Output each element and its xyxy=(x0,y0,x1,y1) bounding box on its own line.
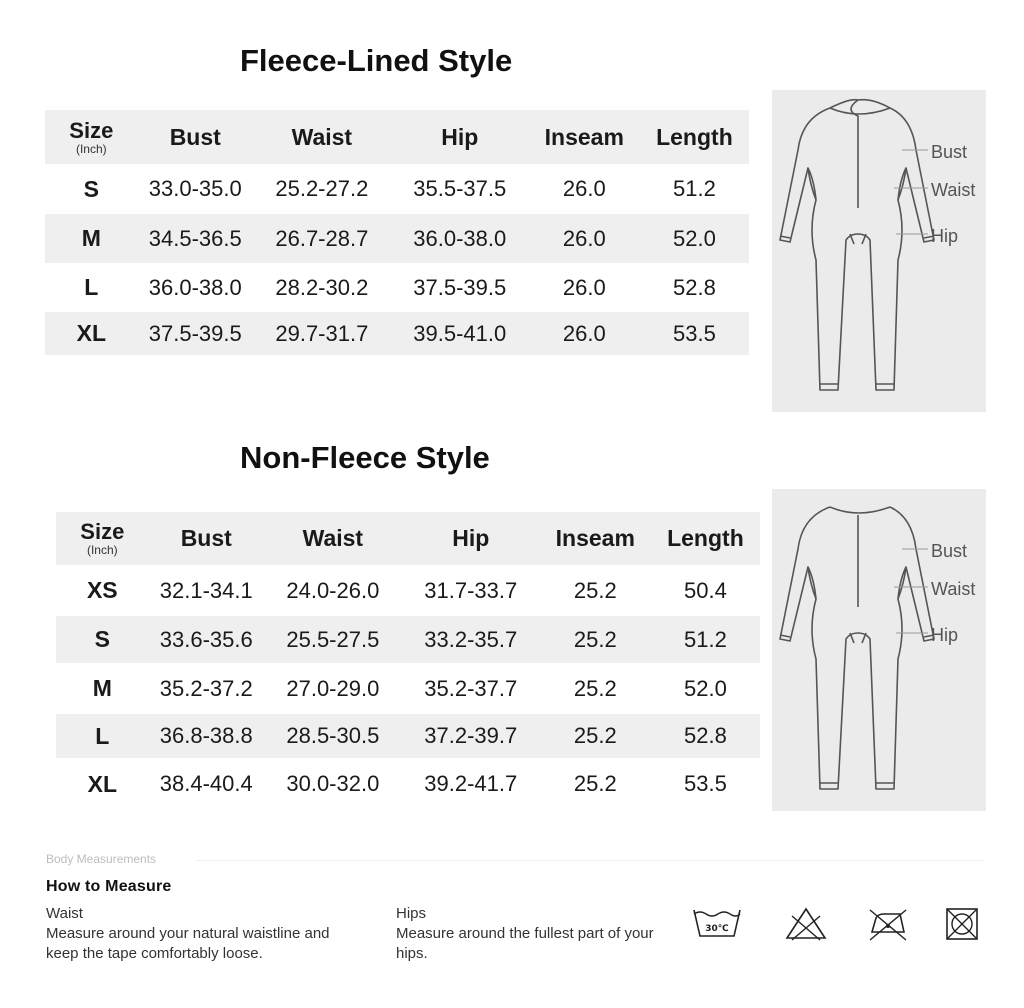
length-cell: 52.0 xyxy=(684,675,727,701)
jumpsuit-figure-icon xyxy=(772,90,986,412)
size-cell: M xyxy=(81,225,101,251)
length-cell: 53.5 xyxy=(673,320,716,346)
bust-cell: 38.4-40.4 xyxy=(159,771,253,796)
length-cell: 51.2 xyxy=(684,626,727,652)
no-tumble-dry-icon xyxy=(944,906,980,942)
size-cell: XL xyxy=(76,320,106,346)
size-cell: S xyxy=(83,175,99,202)
fleece-figure-panel xyxy=(772,90,986,412)
bust-cell: 35.2-37.2 xyxy=(159,675,253,701)
nonfleece-section-title: Non-Fleece Style xyxy=(240,440,490,475)
bust-cell: 33.6-35.6 xyxy=(159,626,253,652)
how-to-measure-title: How to Measure xyxy=(46,878,172,895)
length-column-header: Length xyxy=(656,123,733,150)
inseam-column-header: Inseam xyxy=(555,525,635,551)
hip-cell: 39.5-41.0 xyxy=(413,320,507,346)
nonfleece-size-table xyxy=(56,512,760,810)
table-row xyxy=(56,714,760,758)
bust-cell: 36.0-38.0 xyxy=(148,274,242,300)
no-bleach-icon xyxy=(784,906,828,942)
size-cell: L xyxy=(84,274,99,300)
bust-cell: 36.8-38.8 xyxy=(159,723,253,748)
bust-column-header: Bust xyxy=(180,525,232,551)
hip-column-header: Hip xyxy=(441,123,479,150)
bust-cell: 33.0-35.0 xyxy=(148,176,242,201)
length-cell: 51.2 xyxy=(673,176,716,201)
divider xyxy=(196,860,984,861)
svg-text:30℃: 30℃ xyxy=(705,924,729,934)
inseam-cell: 25.2 xyxy=(573,771,617,796)
inseam-cell: 26.0 xyxy=(562,320,606,346)
inseam-cell: 26.0 xyxy=(562,225,606,251)
inseam-cell: 25.2 xyxy=(573,577,617,603)
hip-cell: 39.2-41.7 xyxy=(424,771,518,796)
hip-column-header: Hip xyxy=(452,525,490,551)
wash-30c-icon xyxy=(692,906,742,942)
waist-column-header: Waist xyxy=(302,525,364,551)
length-cell: 52.8 xyxy=(673,274,716,300)
hip-label: Hip xyxy=(931,625,959,645)
size-cell: M xyxy=(92,675,112,701)
size-cell: L xyxy=(95,722,110,749)
fleece-section-title: Fleece-Lined Style xyxy=(240,43,513,78)
table-row xyxy=(45,214,749,263)
inseam-cell: 26.0 xyxy=(562,274,606,300)
waist-label: Waist xyxy=(931,180,976,200)
hip-cell: 37.2-39.7 xyxy=(424,723,518,748)
waist-cell: 30.0-32.0 xyxy=(286,771,380,796)
inseam-cell: 25.2 xyxy=(573,626,617,652)
inseam-cell: 26.0 xyxy=(562,176,606,201)
table-row xyxy=(56,565,760,616)
table-header-row xyxy=(56,512,760,565)
bust-label: Bust xyxy=(931,142,968,162)
waist-column-header: Waist xyxy=(291,123,353,150)
length-cell: 52.0 xyxy=(673,225,716,251)
table-row xyxy=(56,663,760,714)
size-cell: XS xyxy=(86,577,118,603)
hip-cell: 35.2-37.7 xyxy=(424,675,518,701)
jumpsuit-figure-icon xyxy=(772,489,986,811)
hip-label: Hip xyxy=(931,226,959,246)
fleece-size-table xyxy=(45,110,749,355)
waist-cell: 25.2-27.2 xyxy=(275,176,369,201)
waist-cell: 28.5-30.5 xyxy=(286,723,380,748)
bust-cell: 32.1-34.1 xyxy=(159,577,253,603)
hips-instruction-text: Measure around the fullest part of your hips. xyxy=(396,925,654,962)
waist-cell: 28.2-30.2 xyxy=(275,274,369,300)
nonfleece-figure-panel xyxy=(772,489,986,811)
length-cell: 53.5 xyxy=(684,771,727,796)
waist-instruction-text: Measure around your natural waistline and keep the tape comfortably loose. xyxy=(46,925,330,962)
waist-cell: 25.5-27.5 xyxy=(286,626,380,652)
size-column-header: Size (Inch) xyxy=(69,117,114,156)
table-row xyxy=(45,164,749,214)
table-row xyxy=(45,312,749,355)
length-cell: 52.8 xyxy=(684,723,727,748)
waist-instruction-head: Waist xyxy=(46,905,83,922)
waist-cell: 29.7-31.7 xyxy=(275,320,369,346)
waist-cell: 27.0-29.0 xyxy=(286,675,380,701)
waist-cell: 24.0-26.0 xyxy=(286,577,380,603)
hip-cell: 37.5-39.5 xyxy=(413,274,507,300)
no-iron-icon xyxy=(866,906,910,942)
bust-cell: 37.5-39.5 xyxy=(148,320,242,346)
length-cell: 50.4 xyxy=(684,577,727,603)
inseam-cell: 25.2 xyxy=(573,675,617,701)
hip-cell: 31.7-33.7 xyxy=(424,577,518,603)
hips-instruction-head: Hips xyxy=(396,905,427,922)
size-cell: XL xyxy=(87,770,117,797)
table-header-row xyxy=(45,110,749,164)
waist-instruction xyxy=(46,904,366,964)
inseam-cell: 25.2 xyxy=(573,723,617,748)
hips-instruction xyxy=(396,904,656,964)
bust-cell: 34.5-36.5 xyxy=(148,225,242,251)
table-row xyxy=(45,263,749,312)
table-row xyxy=(56,758,760,810)
table-row xyxy=(56,616,760,663)
size-column-header: Size (Inch) xyxy=(80,519,125,557)
bust-column-header: Bust xyxy=(169,123,221,150)
inseam-column-header: Inseam xyxy=(544,123,624,150)
body-measurements-caption: Body Measurements xyxy=(46,852,157,866)
hip-cell: 35.5-37.5 xyxy=(413,176,507,201)
size-cell: S xyxy=(94,626,110,652)
waist-cell: 26.7-28.7 xyxy=(275,225,369,251)
hip-cell: 33.2-35.7 xyxy=(424,626,518,652)
bust-label: Bust xyxy=(931,541,968,561)
hip-cell: 36.0-38.0 xyxy=(413,225,507,251)
waist-label: Waist xyxy=(931,579,976,599)
length-column-header: Length xyxy=(667,525,744,551)
